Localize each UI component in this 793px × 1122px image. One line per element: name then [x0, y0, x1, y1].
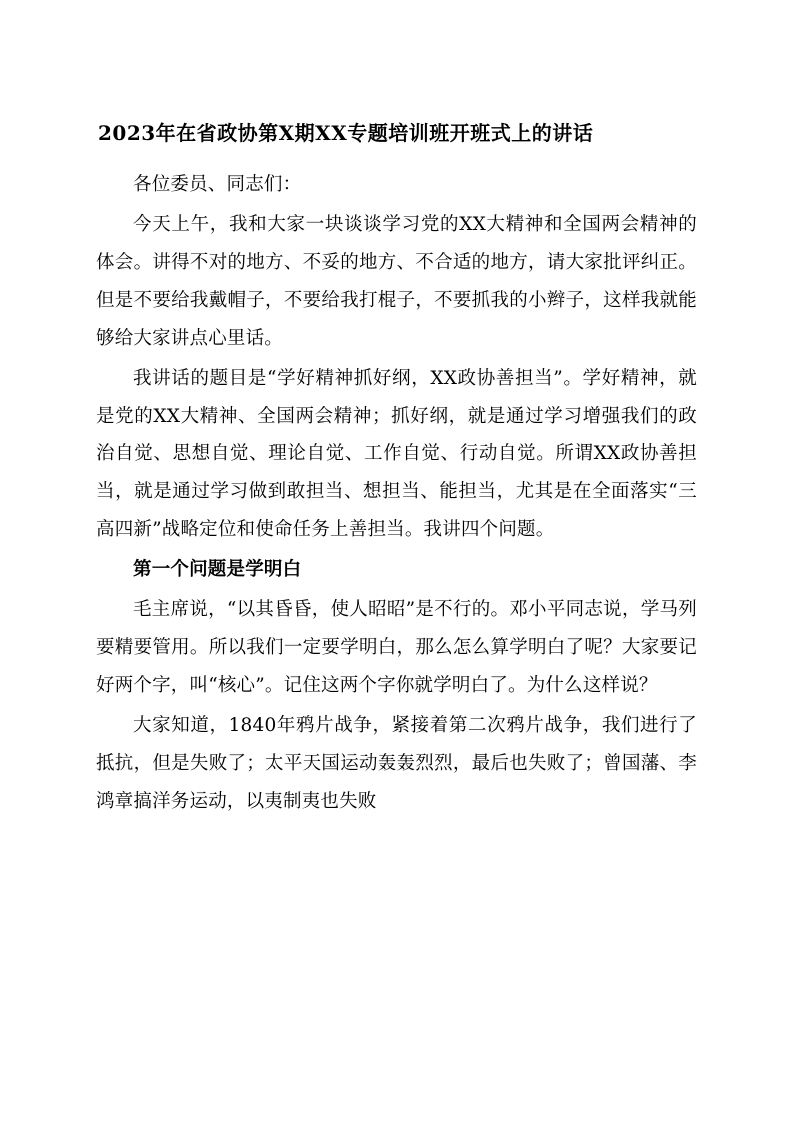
paragraph-1: 今天上午，我和大家一块谈谈学习党的XX大精神和全国两会精神的体会。讲得不对的地方、不妥的地方、不合适的地方，请大家批评纠正。但是不要给我戴帽子，不要给我打棍子，不要抓我的小辫子，这样我就能够给大家讲点心里话。 [96, 213, 697, 349]
paragraph-3: 毛主席说，“以其昏昏，使人昭昭”是不行的。邓小平同志说，学马列要精要管用。所以我们一定要学明白，那么怎么算学明白了呢？大家要记好两个字，叫“核心”。记住这两个字你就学明白了。为什么这样说？ [96, 599, 697, 696]
salutation: 各位委员、同志们： [133, 174, 302, 195]
paragraph-4: 大家知道，1840年鸦片战争，紧接着第二次鸦片战争，我们进行了抵抗，但是失败了；太平天国运动轰轰烈烈，最后也失败了；曾国藩、李鸿章搞洋务运动，以夷制夷也失败 [96, 714, 697, 812]
page-title: 2023年在省政协第X期XX专题培训班开班式上的讲话 [98, 121, 594, 145]
paragraph-2: 我讲话的题目是“学好精神抓好纲，XX政协善担当”。学好精神，就是党的XX大精神、全国两会精神；抓好纲，就是通过学习增强我们的政治自觉、思想自觉、理论自觉、工作自觉、行动自觉。所谓XX政协善担当，就是通过学习做到敢担当、想担当、能担当，尤其是在全面落实“三高四新”战略定位和使命任务上善担当。我讲四个问题。 [96, 367, 697, 541]
section-heading-1: 第一个问题是学明白 [133, 559, 302, 581]
